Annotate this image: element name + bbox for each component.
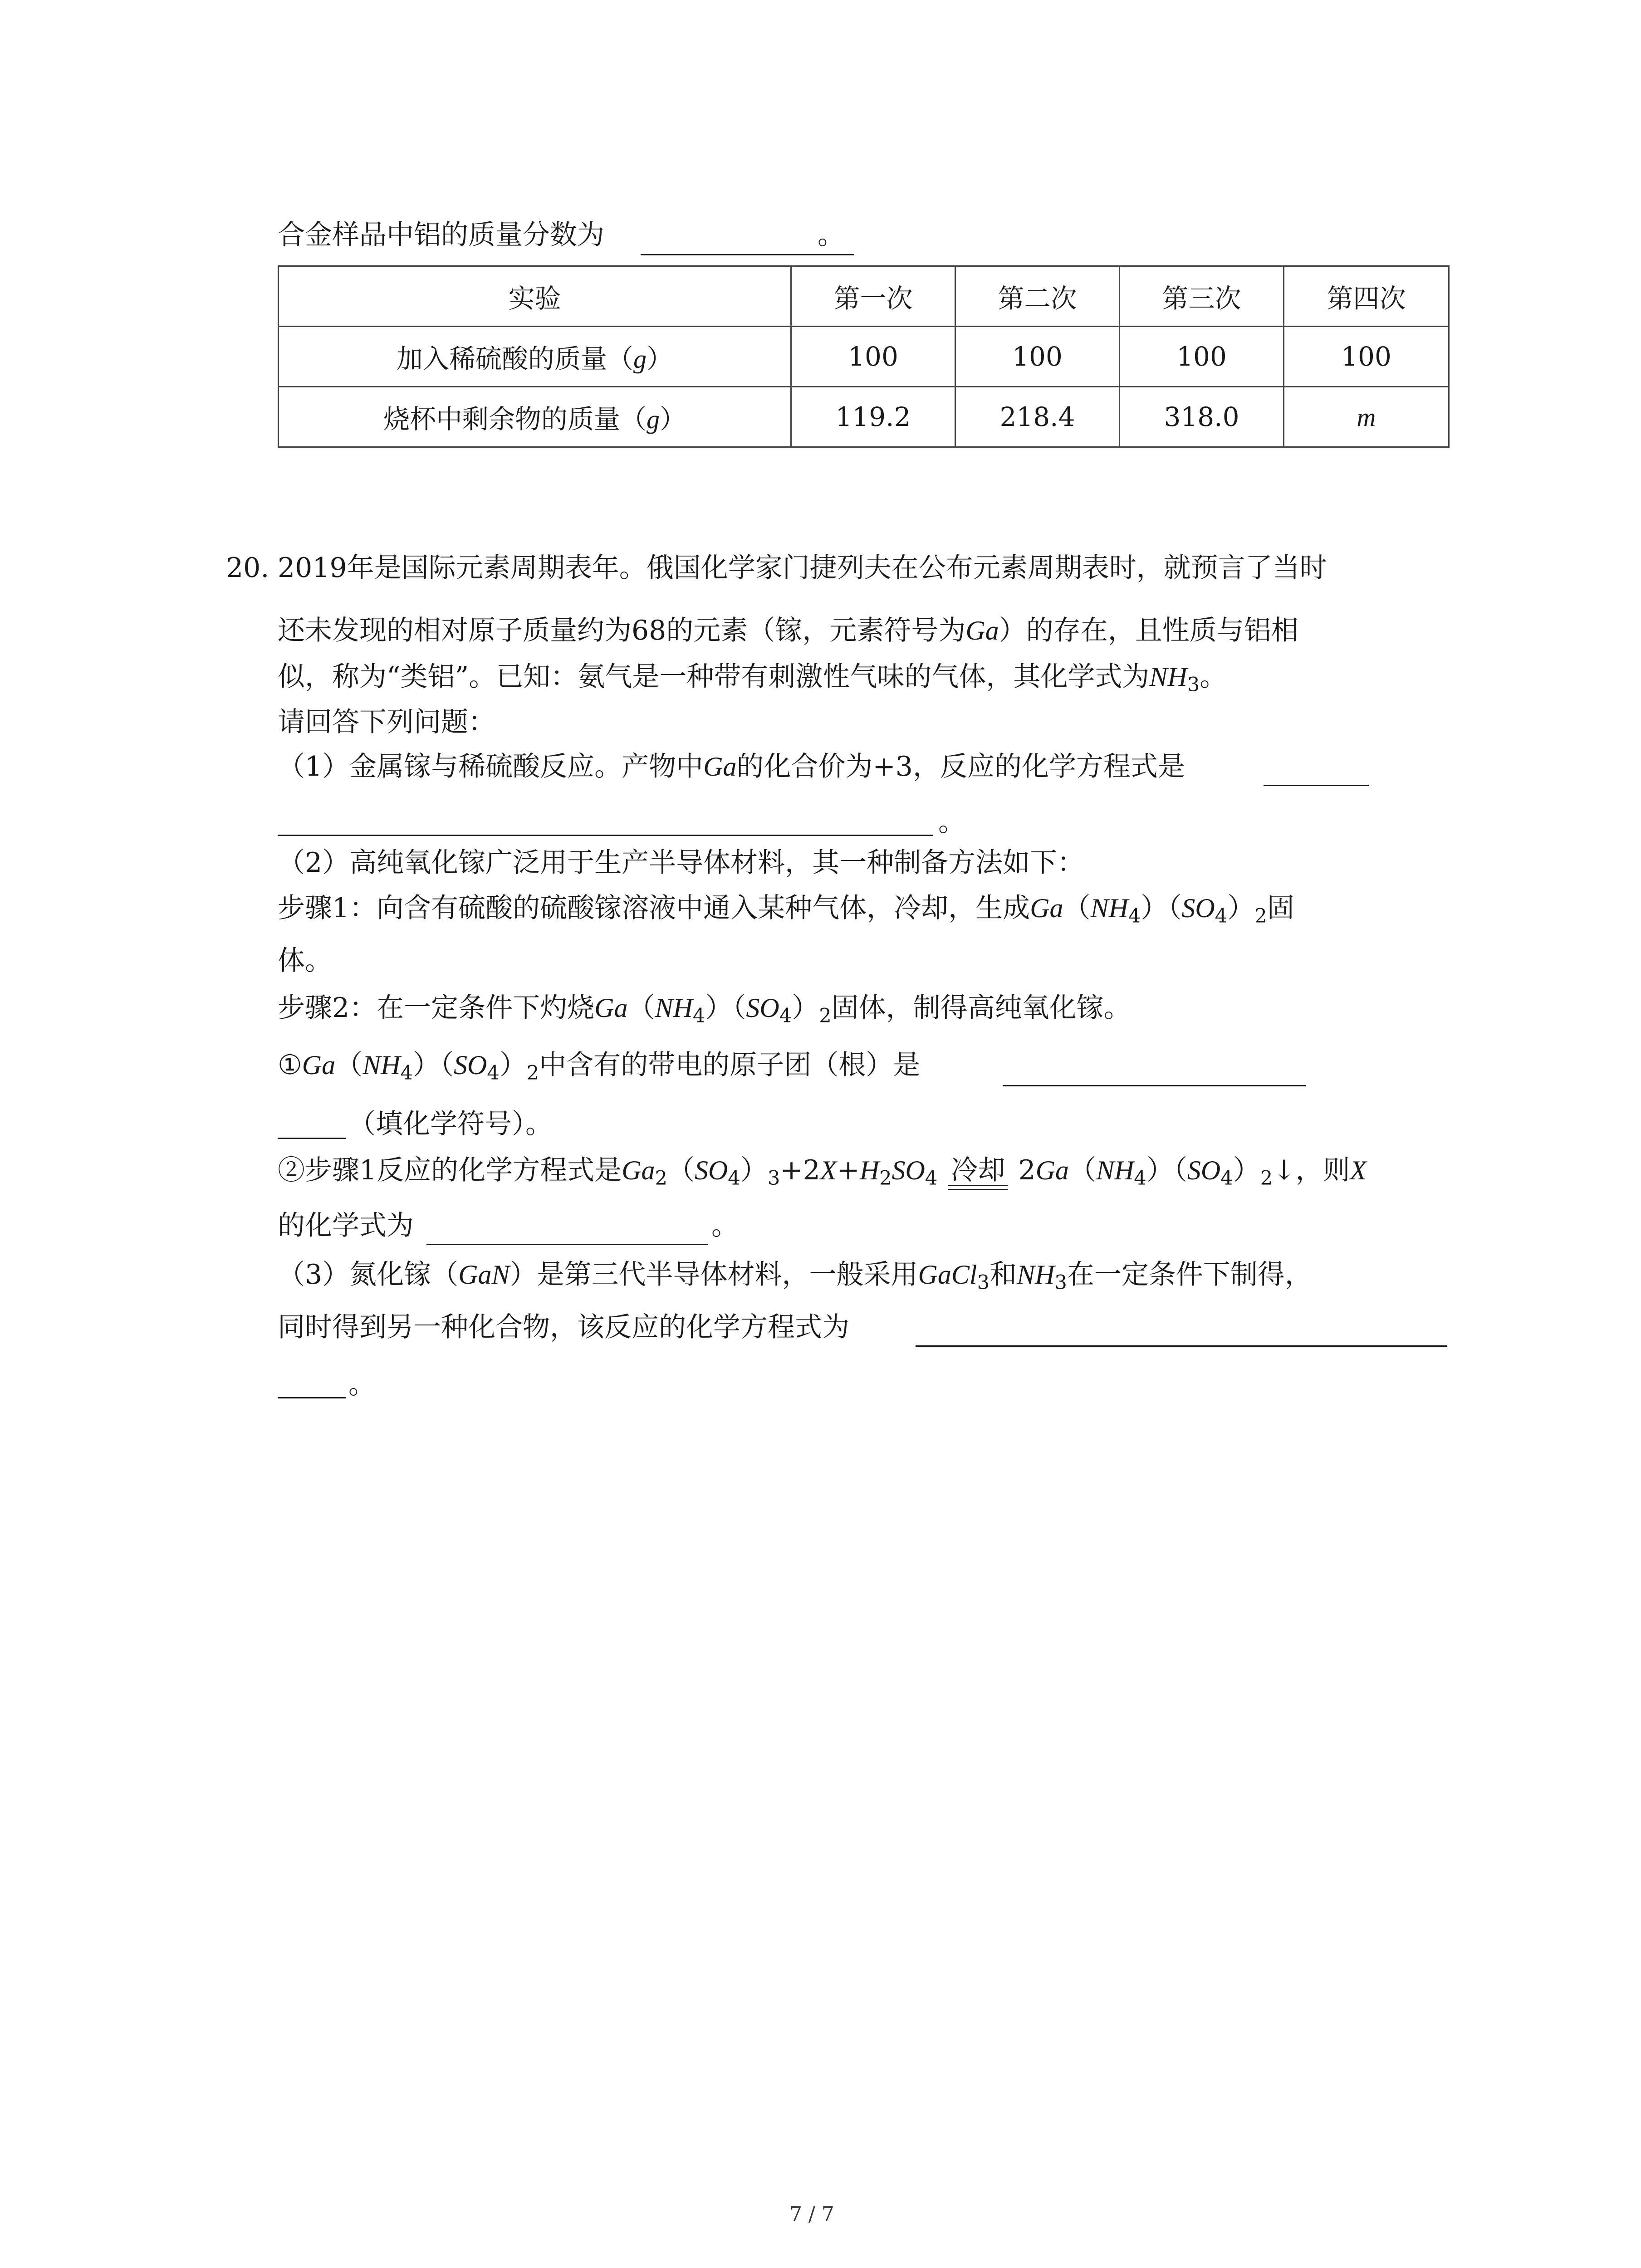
- table-cell: 100: [791, 327, 955, 387]
- sub-question-3: （3）氮化镓（GaN）是第三代半导体材料，一般采用GaCl$_3$和$NH_3$在一定条件下制得，: [278, 1259, 1312, 1295]
- row-label: 加入稀硫酸的质量（g）: [279, 327, 791, 387]
- fragment-end: 。: [818, 219, 845, 251]
- answer-blank[interactable]: [426, 1244, 708, 1245]
- part-2-line2: 的化学式为: [278, 1210, 414, 1242]
- row-label: 烧杯中剩余物的质量（g）: [279, 387, 791, 447]
- header-cell: 第四次: [1284, 266, 1449, 327]
- part-1: $①Ga(NH_4)(SO_4)_2$中含有的带电的原子团（根）是: [278, 1049, 921, 1085]
- q20-intro-line1: 2019年是国际元素周期表年。俄国化学家门捷列夫在公布元素周期表时，就预言了当时: [278, 552, 1327, 584]
- table-header-row: [279, 266, 1449, 327]
- sub-question-3-line2: 同时得到另一种化合物，该反应的化学方程式为: [278, 1311, 849, 1343]
- experiment-table: [278, 265, 1450, 448]
- table-cell: 100: [1120, 327, 1284, 387]
- table-cell: 318.0: [1120, 387, 1284, 447]
- question-number: 20.: [226, 552, 269, 584]
- sub1-end: 。: [938, 806, 965, 838]
- reaction-condition: 冷却: [946, 1157, 1009, 1184]
- sub-question-1: （1）金属镓与稀硫酸反应。产物中Ga的化合价为+3，反应的化学方程式是: [278, 751, 1185, 782]
- header-cell: 第一次: [791, 266, 955, 327]
- answer-blank[interactable]: [278, 835, 933, 836]
- page-number: 7 / 7: [789, 2203, 834, 2226]
- header-cell: 实验: [279, 266, 791, 327]
- table-cell: 100: [1284, 327, 1449, 387]
- sub3-end: 。: [348, 1369, 376, 1400]
- answer-blank[interactable]: [1003, 1085, 1306, 1086]
- table-cell: 218.4: [955, 387, 1120, 447]
- header-cell: 第三次: [1120, 266, 1284, 327]
- answer-blank[interactable]: [641, 254, 854, 255]
- part-2-end: 。: [711, 1210, 739, 1242]
- table-row: [279, 387, 1449, 447]
- table-cell: m: [1284, 387, 1449, 447]
- q20-intro-line2: 还未发现的相对原子质量约为68的元素（镓，元素符号为Ga）的存在，且性质与铝相: [278, 615, 1298, 646]
- question-fragment: [278, 221, 845, 249]
- table-row: [279, 327, 1449, 387]
- header-cell: 第二次: [955, 266, 1120, 327]
- table-cell: 100: [955, 327, 1120, 387]
- part-2: ②步骤1反应的化学方程式是$Ga_2(SO_4)_3+2X+H_2SO_4$ 冷却 $2Ga(NH_4)(SO_4)_2↓$，则X: [278, 1154, 1367, 1190]
- answer-blank[interactable]: [278, 1138, 346, 1139]
- step-2: 步骤2：在一定条件下灼烧$Ga(NH_4)(SO_4)_2$固体，制得高纯氧化镓。: [278, 992, 1131, 1028]
- step-1-cont: 体。: [278, 945, 332, 977]
- answer-blank[interactable]: [278, 1397, 346, 1398]
- fragment-text: 合金样品中铝的质量分数为: [278, 219, 604, 251]
- sub-question-2: （2）高纯氧化镓广泛用于生产半导体材料，其一种制备方法如下：: [278, 847, 1085, 879]
- part-1-note: （填化学符号）。: [348, 1108, 553, 1140]
- q20-intro-line3: 似，称为“类铝”。已知：氨气是一种带有刺激性气味的气体，其化学式为$NH_3$。: [278, 661, 1227, 697]
- table-cell: 119.2: [791, 387, 955, 447]
- step-1: 步骤1：向含有硫酸的硫酸镓溶液中通入某种气体，冷却，生成$Ga(NH_4)(SO_4)_2$固: [278, 892, 1294, 928]
- answer-blank[interactable]: [916, 1345, 1447, 1347]
- answer-blank[interactable]: [1264, 785, 1369, 786]
- q20-prompt: 请回答下列问题：: [278, 706, 495, 738]
